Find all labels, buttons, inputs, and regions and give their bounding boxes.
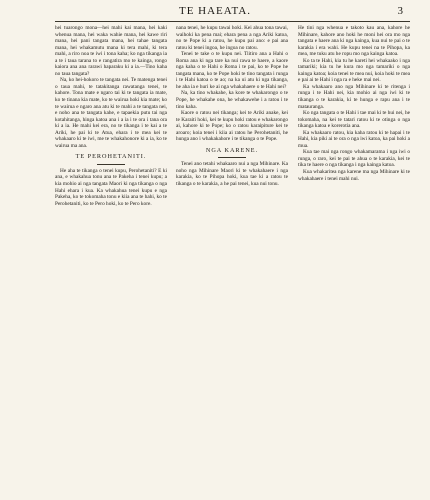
paragraph: Na, ka tino whakahe, ka kore te whakarongo o te Pope, he whakahe ona, he whakawehe i a ratou i te tino kaha. bbox=[176, 90, 288, 110]
paragraph: Tenei te take o te kupu nei. Tiitiro ana a Hahi o Roma ana ki nga tare ka nui rawa te haere, a kaore nga kaha o te Hahi o Roma i te pai, ko te Pope he tangata mana, ko te Pope hoki te tino tangata i runga i te Hahi katoa o te ao; na ka ui atu ki nga tikanga, he aha ia e huri ke ai nga whakahaere o te Hahi nei? bbox=[176, 51, 288, 90]
paragraph: Kua whakaritea nga karene ma nga Mihinare ki te whakahaere i tenei mahi nui. bbox=[298, 169, 410, 182]
paragraph: Na, ko hei-hokoro te tangata nei. Te matenga tenei o taua mahi, te tatakitanga rawatanga tenei, te kahore. Tona mate e ngaro tai ki te tangata ia mate, ko te tinana kia mate, ko te wairua hoki kia mate; ko te wairua e ngaro ana atu ki te mahi a te tangata nei, e noho ana te tangata kahe, e tapaekia putu tai nga kotahitanga, hinga katoa ana i a ia i te ora i tana ora ki a ia. He mahi kei era, no te tikanga i te kai a te Ariki, he pai ki te Atua, ehara i te mea kei te whakaaro ki te iwi, me te whakahonore ki a ia, ko te wairua ma ana. bbox=[55, 77, 167, 149]
section-heading: TE PEROHETANITI. bbox=[75, 153, 147, 161]
header-rule bbox=[55, 21, 410, 22]
paragraph: He aha te tikanga o tenei kupu, Perohetaniti? E ki ana, e whakahua tonu ana te Pakeha i tenei kupu; a kia mohio ai nga tangata Maori ki nga tikanga o nga Hahi ehara i kua. Ka whakahua tenei kupu e nga Pakeha, ko te tokomaha tonu e kiia ana te hahi, ko te Perohetaniti, ko te Pero hoki, ko te Pero kore. bbox=[55, 167, 167, 207]
column-1 bbox=[55, 25, 167, 495]
paragraph: hei tuarongo mona—hei mahi kai mana, hei kaki whenua mana, hei waka wahie mana, hei kawe riri mana, hei pani tangata mana, hei tahae tangata mana, hei whakamutu mana ki tera mahi, ki tera mahi, a riro noa te iwi i tona kaha; ko nga tikanga ia a te i taua tarana to e rangatira mo te kainga, rongo kaiora ana ana rarawi haparaku ki a ia.—Tino kaha no taua tangata? bbox=[55, 25, 167, 77]
newspaper-title: TE HAEATA. bbox=[178, 5, 252, 17]
paragraph: Ko ta te Hahi, kia tu he kareti hei whakaako i nga tamariki; kia tu he kura mo nga tamariki o nga kainga katoa; koia tenei te mea nui, koia hoki te mea e pai ai te Hahi i nga ra e heke mai nei. bbox=[298, 57, 410, 84]
paragraph: nana tenei, he kupu tawai hoki. Kei ahua tona tawai, waihoki ka pena mai; ehara pena a nga Ariki katoa, no te Pope ki a ratou, he kupu pai ano: e pai ana ratou ki tenei ingoa, he ingoa no ratou. bbox=[176, 25, 288, 51]
paragraph: He tini nga whenua e takoto kau ana, kahore he Mihinare, kahore ano hoki he moni hei ora mo nga tangata e haere ana ki nga kainga, kua nui te pai o te karakia i era wahi. He kupu tenei na te Pihopa, ka mea, me tuku atu he ropu mo nga kainga katoa. bbox=[298, 25, 410, 58]
section-heading: NGA KARENE. bbox=[205, 146, 259, 154]
section-rule bbox=[97, 164, 125, 165]
paragraph: Ko nga tangata o te Hahi i tae mai ki te hui nei, he tokomaha, na kei te tatari ratou ki te otinga o nga tikanga katoa e korerotia ana. bbox=[298, 110, 410, 130]
column-2 bbox=[176, 25, 288, 495]
paragraph: Tenei ano tetahi whakaaro nui a nga Mihinare. Ka noho nga Mihinare Maori ki te whakahaere i nga karakia, ko te Pihopa hoki, kua tae ki a ratou te tikanga o te karakia, a he pai tenei, kua nui tonu. bbox=[176, 161, 288, 188]
section-rule bbox=[218, 157, 246, 158]
paragraph: Kua tae mai nga rongo whakamarama i nga iwi o runga, o raro, kei te pai te ahua o te karakia, kei te tika te haere o nga tikanga i nga kainga katoa. bbox=[298, 149, 410, 169]
paragraph: Ka whakaaro ratou, kia kaha ratou ki te hapai i te Hahi, kia piki ai te ora o nga iwi katoa, ka pai hoki a mua. bbox=[298, 129, 410, 149]
paragraph: Kaore o ratou nei tikanga; kei te Ariki anake, kei te Karaiti hoki, kei te kupu hoki ratou e whakarongo ai, kahore ki te Pope; ko o ratou karaipiture kei te aroaro; koia tenei i kiia ai ratou he Perohetaniti, he hunga ano i whakakahore i te tikanga o te Pope. bbox=[176, 110, 288, 143]
column-3 bbox=[298, 25, 410, 495]
page-header bbox=[0, 5, 430, 21]
page-number: 3 bbox=[397, 5, 404, 17]
paragraph: Ka whakaaro ano nga Mihinare ki te ritenga i runga i te Hahi nei, kia mohio ai nga iwi ki te tikanga o te karakia, ki te hunga e rapu ana i te matauranga. bbox=[298, 83, 410, 110]
